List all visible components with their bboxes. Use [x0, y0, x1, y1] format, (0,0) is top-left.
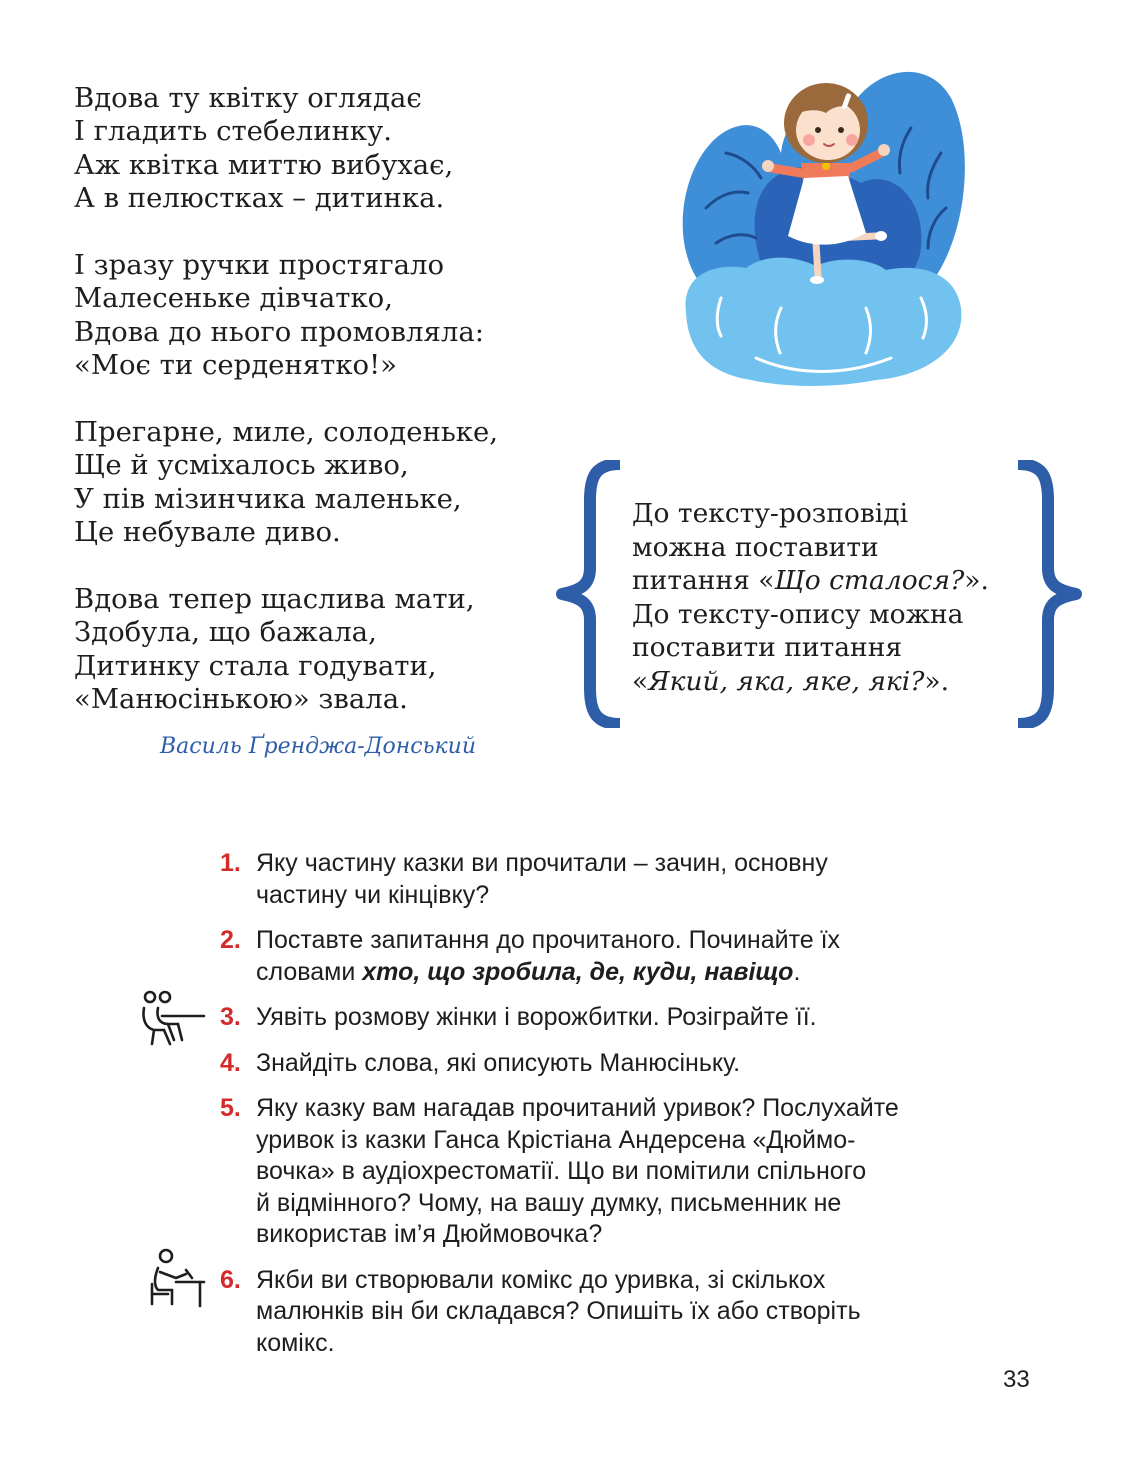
rule-text: ».	[964, 565, 989, 596]
question-line: Поставте запитання до прочитаного. Починайте їх	[256, 926, 841, 954]
question-line: вочка» в аудіохрестоматії. Що ви помітили спільного	[256, 1157, 867, 1185]
left-brace-icon	[556, 460, 626, 728]
questions-list	[220, 848, 1030, 1373]
question-text	[256, 1002, 1030, 1034]
rule-line	[632, 665, 1052, 699]
question-number: 1.	[220, 849, 241, 877]
poem-line: Вдова ту квітку оглядає	[74, 82, 422, 114]
stanza-1	[74, 82, 544, 216]
rule-line: До тексту-опису можна	[632, 598, 964, 630]
poem-line: «Моє ти серденятко!»	[74, 349, 397, 382]
rule-text: «	[632, 665, 649, 697]
poem-line: І гладить стебелинку.	[74, 115, 393, 148]
question-number: 4.	[220, 1048, 241, 1077]
page-number: 33	[1003, 1366, 1030, 1393]
question-line: малюнків він би складався? Опишіть їх або створіть	[256, 1297, 861, 1325]
rule-text: ».	[924, 665, 950, 697]
question-text	[256, 848, 1030, 911]
rule-line: можна поставити	[632, 531, 879, 563]
question-item	[220, 1002, 1030, 1034]
rule-question-narrative: Що сталося?	[774, 565, 965, 596]
question-text	[256, 1265, 1030, 1360]
poem-line: Дитинку стала годувати,	[74, 649, 437, 682]
question-line	[256, 957, 1030, 989]
question-line: Уявіть розмову жінки і ворожбитки. Розіграйте її.	[256, 1003, 817, 1031]
question-item	[220, 848, 1030, 911]
rule-question-description: Який, яка, яке, які?	[648, 665, 925, 697]
stanza-3	[74, 416, 544, 550]
poem-line: Здобула, що бажала,	[74, 616, 377, 649]
question-item	[220, 1048, 1030, 1080]
poem-line: Вдова тепер щаслива мати,	[74, 583, 475, 616]
question-text	[256, 1048, 1030, 1080]
girl-on-flower-illustration	[676, 58, 976, 388]
question-number: 6.	[220, 1265, 241, 1294]
question-number: 2.	[220, 926, 241, 954]
question-line: Яку казку вам нагадав прочитаний уривок? Послухайте	[256, 1094, 899, 1122]
question-line: використав ім’я Дюймовочка?	[256, 1220, 603, 1248]
question-number: 3.	[220, 1003, 241, 1031]
creative-task-icon	[146, 1248, 206, 1308]
rule-line: поставити питання	[632, 632, 903, 663]
question-item	[220, 1093, 1030, 1251]
question-line: частину чи кінцівку?	[256, 880, 490, 909]
poem-line: Малесеньке дівчатко,	[74, 282, 393, 315]
poem-line: Вдова до нього промовляла:	[74, 315, 484, 348]
stanza-2	[74, 249, 544, 383]
question-line: й відмінного? Чому, на вашу думку, письменник не	[256, 1188, 842, 1217]
poem-line: А в пелюстках – дитинка.	[74, 182, 445, 215]
stanza-4	[74, 583, 544, 717]
poem-line: І зразу ручки простягало	[74, 249, 445, 282]
question-item	[220, 925, 1030, 988]
poem	[74, 82, 544, 750]
question-line: комікс.	[256, 1328, 335, 1357]
poem-line: Прегарне, миле, солоденьке,	[74, 416, 498, 449]
poem-line: «Манюсінькою» звала.	[74, 683, 408, 716]
question-line: Якби ви створювали комікс до уривка, зі скількох	[256, 1265, 826, 1294]
rule-text: питання «	[632, 565, 775, 596]
rule-line: До тексту-розповіді	[632, 498, 909, 529]
question-text	[256, 925, 1030, 988]
poem-line: Це небувале диво.	[74, 516, 341, 549]
question-text-fragment: словами	[256, 957, 363, 986]
poem-line: Аж квітка миттю вибухає,	[74, 148, 454, 181]
question-text-fragment: .	[793, 957, 801, 986]
question-line: Знайдіть слова, які описують Манюсіньку.	[256, 1048, 741, 1077]
question-keywords: хто, що зробила, де, куди, навіщо	[362, 957, 794, 986]
question-text	[256, 1093, 1030, 1251]
rule-line	[632, 564, 1052, 598]
poem-line: Ще й усміхалось живо,	[74, 449, 409, 482]
rule-box	[632, 497, 1052, 698]
poem-line: У пів мізинчика маленьке,	[74, 482, 462, 515]
question-item	[220, 1265, 1030, 1360]
right-brace-icon	[1012, 460, 1082, 728]
pair-discussion-icon	[140, 990, 206, 1050]
question-line: уривок із казки Ганса Крістіана Андерсена «Дюймо-	[256, 1125, 856, 1154]
poem-author: Василь Ґренджа-Донський	[160, 734, 477, 759]
question-line: Яку частину казки ви прочитали – зачин, основну	[256, 849, 828, 877]
question-number: 5.	[220, 1094, 241, 1122]
